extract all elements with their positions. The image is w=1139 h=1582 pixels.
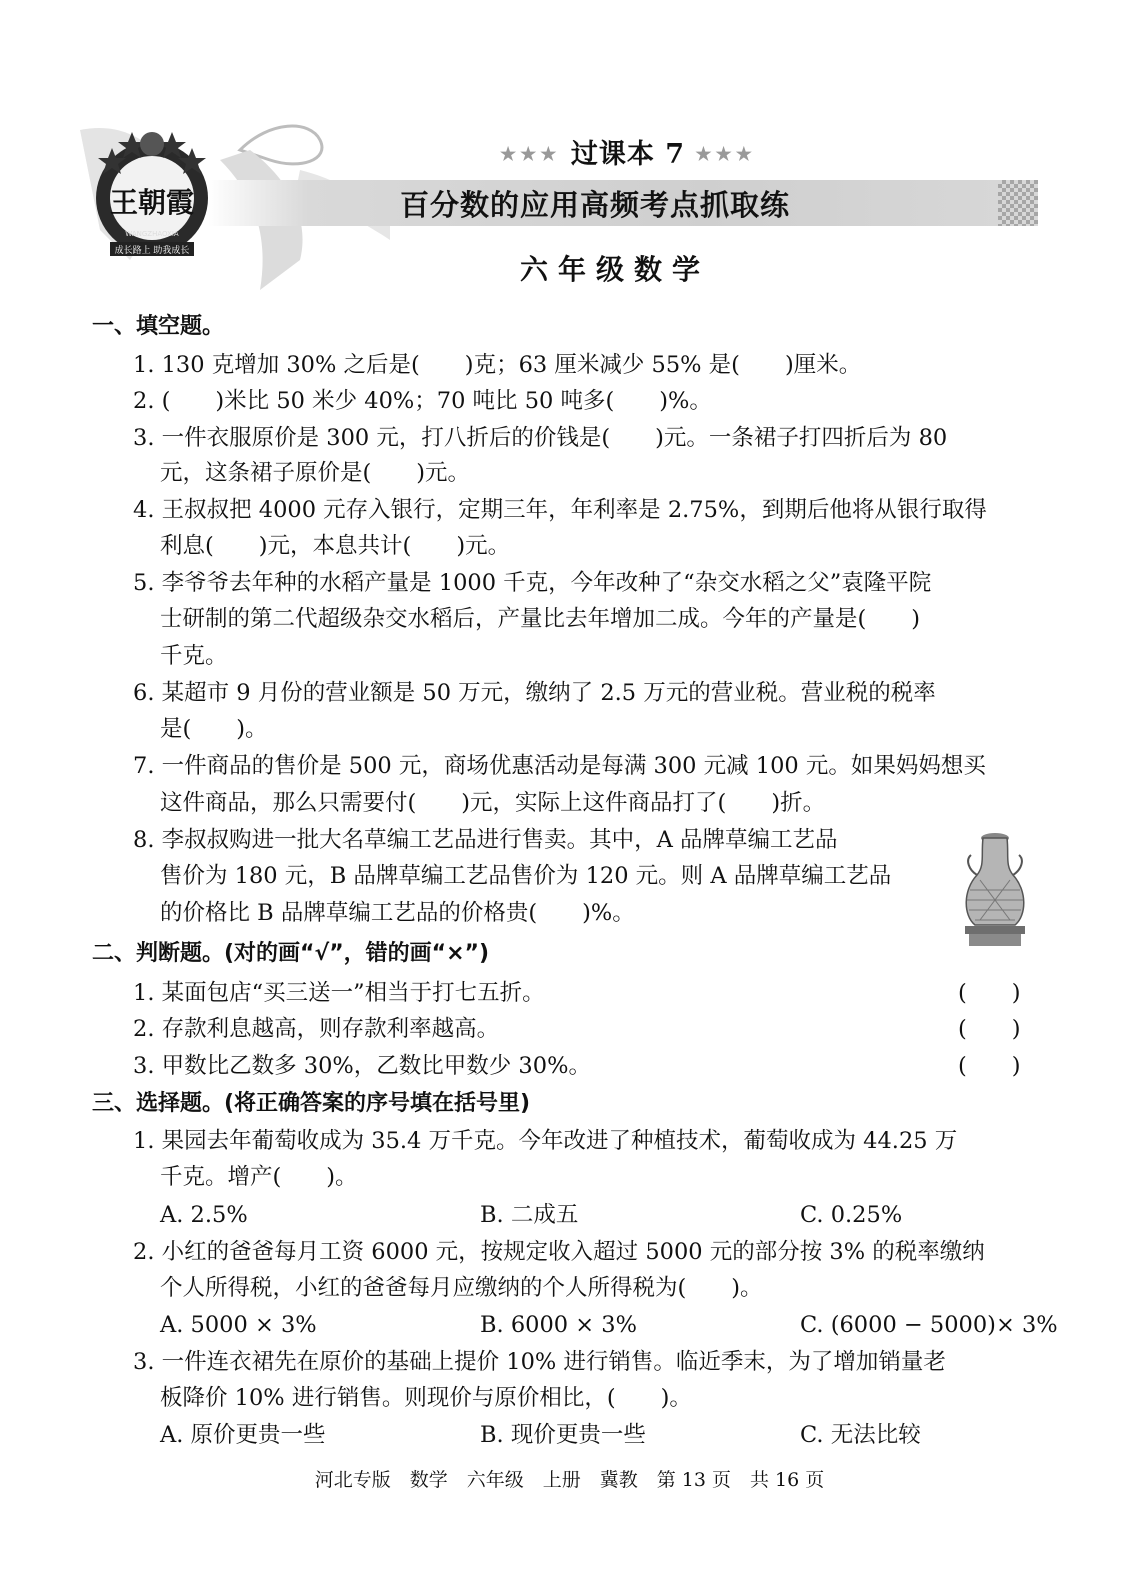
judgement-item: 1. 某面包店“买三送一”相当于打七五折。 <box>133 980 545 1006</box>
section1-heading: 一、填空题。 <box>92 314 225 339</box>
answer-blank: ( ) <box>958 1053 1021 1079</box>
option-c: C. (6000 − 5000)× 3% <box>800 1312 1058 1338</box>
question-line: 利息( )元，本息共计( )元。 <box>160 533 511 559</box>
stars-left: ★★★ <box>500 144 561 165</box>
stars-right: ★★★ <box>695 144 756 165</box>
option-b: B. 6000 × 3% <box>480 1312 637 1338</box>
question-line: 这件商品，那么只需要付( )元，实际上这件商品打了( )折。 <box>160 790 826 816</box>
page-title: 百分数的应用高频考点抓取练 <box>400 188 791 222</box>
question-line: 是( )。 <box>160 716 268 742</box>
option-c: C. 0.25% <box>800 1202 903 1228</box>
question-line: 2. 小红的爸爸每月工资 6000 元，按规定收入超过 5000 元的部分按 3% 的税率缴纳 <box>133 1239 985 1265</box>
series-label <box>500 132 756 171</box>
question-line: 板降价 10% 进行销售。则现价与原价相比，( )。 <box>160 1385 692 1411</box>
option-b: B. 二成五 <box>480 1202 579 1228</box>
judgement-item: 2. 存款利息越高，则存款利率越高。 <box>133 1016 500 1042</box>
answer-blank: ( ) <box>958 1016 1021 1042</box>
question-line: 千克。增产( )。 <box>160 1164 358 1190</box>
page-footer: 河北专版 数学 六年级 上册 冀教 第 13 页 共 16 页 <box>314 1469 825 1491</box>
option-c: C. 无法比较 <box>800 1422 921 1448</box>
question-line: 的价格比 B 品牌草编工艺品的价格贵( )%。 <box>160 900 635 926</box>
question-line: 3. 一件连衣裙先在原价的基础上提价 10% 进行销售。临近季末，为了增加销量老 <box>133 1349 946 1375</box>
section3-heading: 三、选择题。(将正确答案的序号填在括号里) <box>92 1091 531 1116</box>
question-line: 3. 一件衣服原价是 300 元，打八折后的价钱是( )元。一条裙子打四折后为 80 <box>133 425 948 451</box>
logo-text: 王朝霞 <box>109 186 195 219</box>
question-line: 5. 李爷爷去年种的水稻产量是 1000 千克，今年改种了“杂交水稻之父”袁隆平院 <box>133 570 932 596</box>
logo-banner-text: 成长路上 助我成长 <box>114 246 190 256</box>
question-line: 士研制的第二代超级杂交水稻后，产量比去年增加二成。今年的产量是( ) <box>160 606 921 632</box>
question-line: 1. 果园去年葡萄收成为 35.4 万千克。今年改进了种植技术，葡萄收成为 44.25 万 <box>133 1128 958 1154</box>
brand-logo <box>92 118 212 258</box>
judgement-item: 3. 甲数比乙数多 30%，乙数比甲数少 30%。 <box>133 1053 591 1079</box>
question-line: 售价为 180 元，B 品牌草编工艺品售价为 120 元。则 A 品牌草编工艺品 <box>160 863 892 889</box>
question-line: 个人所得税，小红的爸爸每月应缴纳的个人所得税为( )。 <box>160 1275 763 1301</box>
question-line: 4. 王叔叔把 4000 元存入银行，定期三年，年利率是 2.75%，到期后他将从银行取得 <box>133 497 987 523</box>
question-line: 1. 130 克增加 30% 之后是( )克；63 厘米减少 55% 是( )厘米。 <box>133 352 862 378</box>
question-line: 8. 李叔叔购进一批大名草编工艺品进行售卖。其中，A 品牌草编工艺品 <box>133 827 838 853</box>
straw-vase-image <box>955 830 1035 950</box>
option-a: A. 5000 × 3% <box>160 1312 317 1338</box>
series-text: 过课本 7 <box>570 139 686 170</box>
answer-blank: ( ) <box>958 980 1021 1006</box>
question-line: 6. 某超市 9 月份的营业额是 50 万元，缴纳了 2.5 万元的营业税。营业税的税率 <box>133 680 936 706</box>
question-line: 7. 一件商品的售价是 500 元，商场优惠活动是每满 300 元减 100 元。如果妈妈想买 <box>133 753 986 779</box>
question-line: 元，这条裙子原价是( )元。 <box>160 460 471 486</box>
question-line: 2. ( )米比 50 米少 40%；70 吨比 50 吨多( )%。 <box>133 388 712 414</box>
checker-pattern <box>998 180 1038 226</box>
logo-ring-text: WANGZHAOXIA <box>125 230 179 238</box>
option-a: A. 原价更贵一些 <box>160 1422 326 1448</box>
subject-heading: 六年级数学 <box>520 253 711 286</box>
section2-heading: 二、判断题。(对的画“√”，错的画“×”) <box>92 941 490 966</box>
question-line: 千克。 <box>160 643 228 669</box>
option-b: B. 现价更贵一些 <box>480 1422 646 1448</box>
option-a: A. 2.5% <box>160 1202 248 1228</box>
